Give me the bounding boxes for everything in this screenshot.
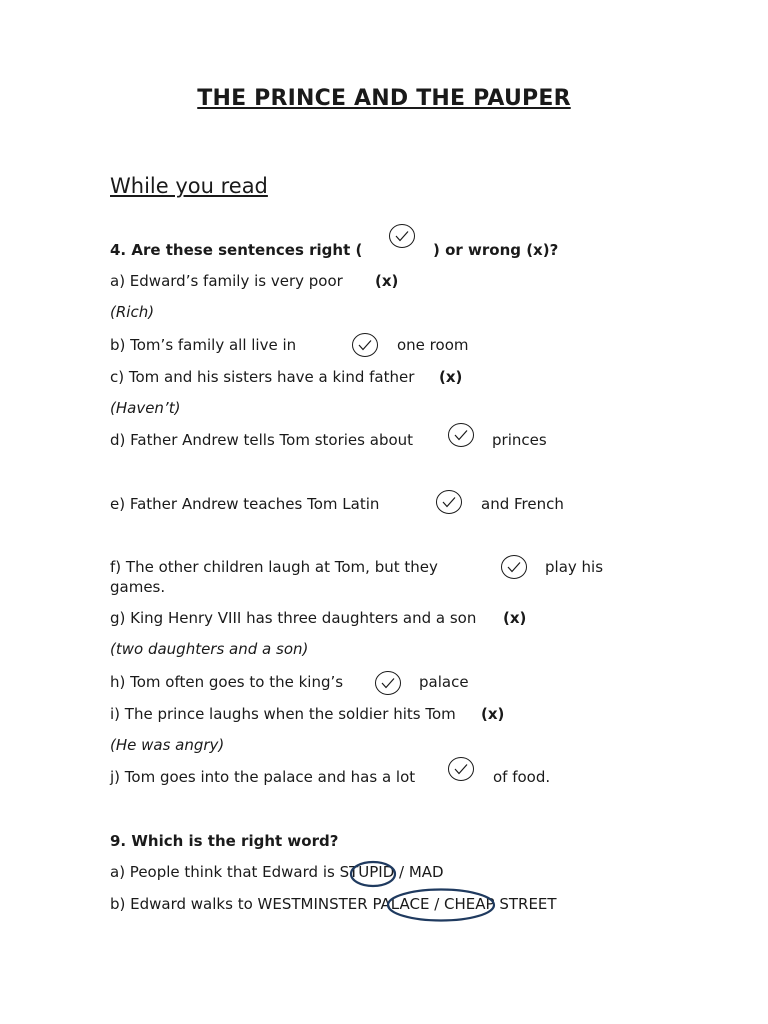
q4-i-text: i) The prince laughs when the soldier hits Tom <box>110 705 456 723</box>
section-heading: While you read <box>110 174 268 198</box>
q4-g-mark: (x) <box>503 609 527 627</box>
check-circle-icon <box>388 223 416 249</box>
q4-d-end: princes <box>492 431 547 449</box>
q4-e-text: e) Father Andrew teaches Tom Latin <box>110 495 380 513</box>
q4-f-continuation: games. <box>110 578 166 596</box>
check-circle-icon <box>447 756 475 782</box>
check-circle-icon <box>447 422 475 448</box>
q4-b-end: one room <box>397 336 469 354</box>
q4-a-mark: (x) <box>375 272 399 290</box>
q4-prompt-start: 4. Are these sentences right ( <box>110 241 363 259</box>
page-title: THE PRINCE AND THE PAUPER <box>197 86 571 111</box>
check-circle-icon <box>351 332 379 358</box>
q9-b-text: b) Edward walks to WESTMINSTER PALACE / CHEAP STREET <box>110 895 557 913</box>
q4-e-end: and French <box>481 495 564 513</box>
q4-j-text: j) Tom goes into the palace and has a lot <box>110 768 416 786</box>
q4-f-text: f) The other children laugh at Tom, but they <box>110 558 438 576</box>
q4-i-mark: (x) <box>481 705 505 723</box>
q4-f-end: play his <box>545 558 604 576</box>
answer-circle-icon <box>385 887 497 927</box>
q9-prompt: 9. Which is the right word? <box>110 832 339 850</box>
check-circle-icon <box>374 670 402 696</box>
q4-a-text: a) Edward’s family is very poor <box>110 272 343 290</box>
q4-c-correction: (Haven’t) <box>110 399 181 417</box>
q4-j-end: of food. <box>493 768 551 786</box>
q4-c-mark: (x) <box>439 368 463 386</box>
check-circle-icon <box>500 554 528 580</box>
q4-b-text: b) Tom’s family all live in <box>110 336 297 354</box>
q4-prompt-end: ) or wrong (x)? <box>433 241 559 259</box>
q9-a-text: a) People think that Edward is STUPID / MAD <box>110 863 444 881</box>
q4-g-text: g) King Henry VIII has three daughters and a son <box>110 609 477 627</box>
q4-g-correction: (two daughters and a son) <box>110 640 309 658</box>
q4-h-end: palace <box>419 673 469 691</box>
check-circle-icon <box>435 489 463 515</box>
q4-h-text: h) Tom often goes to the king’s <box>110 673 344 691</box>
q4-a-correction: (Rich) <box>110 303 155 321</box>
q4-c-text: c) Tom and his sisters have a kind father <box>110 368 415 386</box>
q4-d-text: d) Father Andrew tells Tom stories about <box>110 431 414 449</box>
q4-i-correction: (He was angry) <box>110 736 225 754</box>
